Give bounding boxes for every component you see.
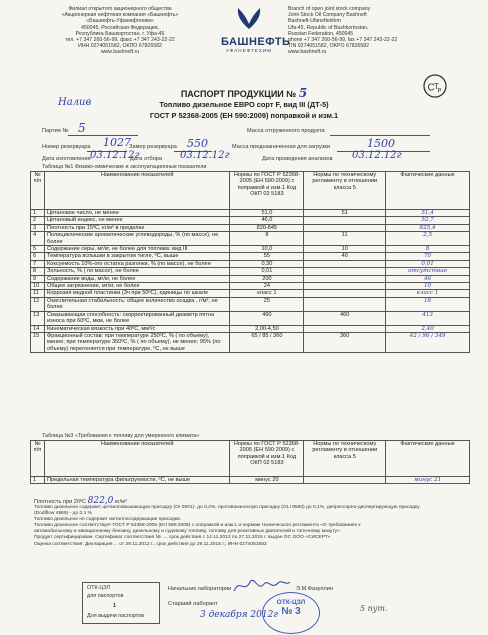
cell: Коксуемость 10%-ого остатка разгонки, % (по массе), не более xyxy=(44,260,229,267)
notes xyxy=(34,505,474,548)
handwritten-note: 5 пут. xyxy=(360,604,388,613)
cell: минус 20 xyxy=(230,477,304,484)
cell: 55 xyxy=(230,253,304,260)
cell: 8 xyxy=(230,232,304,246)
actual-value: 46 xyxy=(386,275,470,282)
header-line: ИНН 0274051582, ОКПО 67826582 xyxy=(78,43,162,50)
cell: 10,0 xyxy=(230,246,304,253)
actual-value: 18 xyxy=(386,297,470,311)
header-line: Bashneft-Ufaneftekhim xyxy=(288,18,341,25)
cell xyxy=(304,297,386,311)
cell: класс 1 xyxy=(230,290,304,297)
header-cell: Фактические данные xyxy=(386,172,470,210)
header-cell: № п/п xyxy=(31,172,45,210)
table-row xyxy=(31,232,470,246)
cell: 460 xyxy=(230,311,304,325)
properties-table xyxy=(30,171,470,353)
brand-name: БАШНЕФТЬ xyxy=(221,36,291,48)
svg-text:Т: Т xyxy=(434,82,439,91)
party-label: Партия № xyxy=(42,128,69,134)
cell: 2 xyxy=(31,217,45,224)
cell: Цетановое число, не менее xyxy=(44,210,229,217)
cell: 820-845 xyxy=(230,224,304,231)
table-row xyxy=(31,224,470,231)
svg-text:С: С xyxy=(427,82,435,94)
cell: 51,0 xyxy=(230,210,304,217)
passport-number: 5 xyxy=(298,86,308,100)
table-row xyxy=(31,325,470,332)
cell xyxy=(304,283,386,290)
header-cell: Наименование показателей xyxy=(44,172,229,210)
cell: 5 xyxy=(31,246,45,253)
handwritten-note: Налив xyxy=(58,97,92,108)
cell: 0,01 xyxy=(230,268,304,275)
cell: 11 xyxy=(304,232,386,246)
header-line: 450045, Российская Федерация, xyxy=(81,24,159,31)
date-analysis-label: Дата проведения анализов xyxy=(262,156,333,162)
cell: Кинематическая вязкость при 40ºС, мм²/с xyxy=(44,325,229,332)
cell: 200 xyxy=(230,275,304,282)
cell: 3 xyxy=(31,224,45,231)
cell: 46,0 xyxy=(230,217,304,224)
date-analysis-value: 03.12.12г xyxy=(352,150,402,161)
date-make-label: Дата изготовления xyxy=(42,156,91,162)
actual-value: класс 1 xyxy=(386,290,470,297)
table-row xyxy=(31,332,470,352)
cell: Содержание воды, мг/кг, не более xyxy=(44,275,229,282)
note-line: Оценка соответствия: Декларация ... от 29.11.2012 г., срок действия до 29.11.2015 г.; ИНН 0274051582 xyxy=(34,541,267,547)
table-row xyxy=(31,246,470,253)
header-line: TIN 0274051582, OKPO 67826582 xyxy=(288,43,370,50)
header-line: Branch of open joint stock company xyxy=(288,6,371,12)
company-address-ru xyxy=(30,6,210,56)
note-line: автомобильному и авиационному бензину, дизельному и судовому топливу, топливу для реактивных двигателей и топочному мазуту» xyxy=(34,529,340,535)
passport-title-text: ПАСПОРТ ПРОДУКЦИИ № xyxy=(180,89,297,99)
table-row xyxy=(31,268,470,275)
tank-label: Номер резервуара xyxy=(42,144,91,150)
cell: 11 xyxy=(31,290,45,297)
note-line: Топливо дизельное содержит цетаноповышающую присадку (OI 0801)- до 0,2%, противоизносную присадку (OLI 9550) до 0,1%, депрессорно-диспергирующую присадку xyxy=(34,505,420,510)
signature-date: 3 декабря 2012г xyxy=(200,610,278,620)
cell: Плотность при 15ºС, кг/м³ в пределах xyxy=(44,224,229,231)
note-line: Продукт сертифицирован. Сертификат соответствия № ..., срок действия с 14.11.2012 по 27.11.2015 г. выдан ОС ООО «СИСЕРТ» xyxy=(34,535,331,541)
header-cell: Наименование показателей xyxy=(44,441,229,477)
actual-value: 8 xyxy=(386,246,470,253)
table-row xyxy=(31,297,470,311)
actual-value: 825,4 xyxy=(386,224,470,231)
tank-value: 1027 xyxy=(103,136,131,149)
climate-table xyxy=(30,440,470,484)
actual-value: 52,7 xyxy=(386,217,470,224)
table-header-row xyxy=(31,172,470,210)
note-line: (Dodiflow 4969) - до 0,1 % xyxy=(34,511,93,517)
header-line: Russian Federation, 450045 xyxy=(288,30,354,37)
cell: 8 xyxy=(31,268,45,275)
stamp-text: для паспортов xyxy=(87,593,124,599)
table-row xyxy=(31,283,470,290)
table-row xyxy=(31,260,470,267)
cell xyxy=(304,268,386,275)
cell: Температура вспышки в закрытом тигле, ºС, выше xyxy=(44,253,229,260)
actual-value: 2,40 xyxy=(386,325,470,332)
cell: 10 xyxy=(31,283,45,290)
stamp-title: ОТК-ЦЗЛ xyxy=(276,599,306,606)
stamp-text: Для выдачи паспортов xyxy=(87,613,144,619)
table2-caption: Таблица №3 «Требования к топливу для умеренного климата» xyxy=(42,433,200,439)
cell: 360 xyxy=(304,332,386,352)
brand-subtitle: УФАНЕФТЕХИМ xyxy=(226,48,272,53)
cell: 4 xyxy=(31,232,45,246)
cell: Зольность, % ( по массе), не более xyxy=(44,268,229,275)
cell: 51 xyxy=(304,210,386,217)
cell: 13 xyxy=(31,311,45,325)
cell: 65 / 85 / 360 xyxy=(230,332,304,352)
header-line: phone +7 347 260-56-99, fax +7 347 243-22-22 xyxy=(288,37,398,44)
cell: 9 xyxy=(31,275,45,282)
cell: 1 xyxy=(31,210,45,217)
actual-value: 70 xyxy=(386,253,470,260)
cell: 0,30 xyxy=(230,260,304,267)
cell xyxy=(304,275,386,282)
table1-caption: Таблица №1 Физико-химические и эксплуатационные показатели xyxy=(42,164,207,170)
table-row xyxy=(31,311,470,325)
table-row xyxy=(31,210,470,217)
header-cell: Нормы по техническому регламенту в отношении класса 5 xyxy=(304,441,386,477)
actual-value: 51,4 xyxy=(386,210,470,217)
cell: Коррозия медной пластинки (3ч при 50ºС), единицы по шкале xyxy=(44,290,229,297)
header-line: тел. +7 347 260-56-99, факс +7 347 243-22-22 xyxy=(65,37,175,44)
sample-value: 550 xyxy=(187,137,208,150)
date-make-value: 03.12.12г xyxy=(90,150,140,161)
logo-emblem-icon xyxy=(235,4,263,30)
mass-label: Масса отгруженного продукта xyxy=(247,128,325,134)
cell xyxy=(304,224,386,231)
mass-party-label: Масса предназначенная для загрузки xyxy=(232,144,330,150)
cell: Полициклические ароматические углеводороды, % (по массе), не более xyxy=(44,232,229,246)
header-cell: Нормы по ГОСТ Р 52368-2005 (ЕН 590:2009) с поправкой и изм.1 Код ОКП 02 5183 xyxy=(230,172,304,210)
bashneft-logo xyxy=(221,4,291,53)
cell: 2,00-4,50 xyxy=(230,325,304,332)
lab-head-name: Э.М.Фазуллин xyxy=(296,586,334,592)
header-line: www.bashneft.ru xyxy=(100,49,140,56)
header-line: www.bashneft.ru xyxy=(288,49,327,56)
table-row xyxy=(31,290,470,297)
density20-unit: кг/м³ xyxy=(114,499,127,505)
cell: 14 xyxy=(31,325,45,332)
mass-party-value: 1500 xyxy=(367,137,395,150)
cell xyxy=(304,290,386,297)
density20-label: Плотность при 20ºС xyxy=(34,499,87,505)
cell: 15 xyxy=(31,332,45,352)
table-row xyxy=(31,217,470,224)
stamp-number: 1 xyxy=(113,603,116,609)
stamp-title: ОТК-ЦЗЛ xyxy=(87,585,111,591)
cell: Окислительная стабильность: общее количество осадка , г/м³, не более xyxy=(44,297,229,311)
actual-value: 0,01 xyxy=(386,260,470,267)
table-header-row xyxy=(31,441,470,477)
header-line: Республика Башкортостан, г. Уфа-45 xyxy=(75,30,165,37)
header-cell: Фактические данные xyxy=(386,441,470,477)
header-line: Филиал открытого акционерного общества xyxy=(68,6,172,12)
table-row xyxy=(31,275,470,282)
table-row xyxy=(31,477,470,484)
note-line: Топливо дизельное соответствует ГОСТ Р 52368-2005 (ЕН 590:2009) с поправкой и изм.1 и нормам технического регламента «О требованиях к xyxy=(34,523,361,529)
lab-head-label: Начальник лаборатории xyxy=(168,586,232,592)
header-line: «Акционерная нефтяная компания «Башнефть» xyxy=(61,12,179,19)
sample-label: Замер резервуара xyxy=(129,144,177,150)
actual-value: 42 / 96 / 349 xyxy=(386,332,470,352)
cell: 12 xyxy=(31,297,45,311)
header-cell: Нормы по ГОСТ Р 52368-2005 (ЕН 590:2009) с поправкой и изм.1 Код ОКП 02 5183 xyxy=(230,441,304,477)
header-line: Ufa-45, Republic of Bashkortostan, xyxy=(288,24,369,31)
company-address-en xyxy=(288,6,468,56)
cell: Цетановый индекс, не менее xyxy=(44,217,229,224)
cell: 24 xyxy=(230,283,304,290)
technician-label: Старший лаборант xyxy=(168,601,218,607)
cell xyxy=(304,325,386,332)
cell: 7 xyxy=(31,260,45,267)
note-line: Топливо дизельное не содержит металлосодержащие присадки. xyxy=(34,517,182,523)
cell: 10 xyxy=(304,246,386,253)
date-sample-value: 03.12.12г xyxy=(180,150,230,161)
cell: 25 xyxy=(230,297,304,311)
actual-value: 10 xyxy=(386,283,470,290)
cell: 1 xyxy=(31,477,45,484)
otk-round-stamp xyxy=(262,592,320,634)
cell xyxy=(304,260,386,267)
date-sample-label: Дата отбора xyxy=(130,156,163,162)
header-cell: № п/п xyxy=(31,441,45,477)
cell: Содержание серы, мг/кг, не более для топлива: вид III xyxy=(44,246,229,253)
cell: Предельная температура фильтруемости, ºС, не выше xyxy=(44,477,229,484)
cell xyxy=(304,477,386,484)
header-line: Joint Stock Oil Company Bashneft xyxy=(288,12,367,19)
product-standard: ГОСТ Р 52368-2005 (ЕН 590:2009) поправкой и изм.1 xyxy=(149,111,339,120)
actual-value: отсутствие xyxy=(386,268,470,275)
cell: Смазывающая способность: скорректированный диаметр пятна износа при 60ºС, мкм, не более xyxy=(44,311,229,325)
header-cell: Нормы по техническому регламенту в отношении класса 5 xyxy=(304,172,386,210)
cell: Общее загрязнение, мг/кг, не более xyxy=(44,283,229,290)
cell: 460 xyxy=(304,311,386,325)
density20-value: 822,0 xyxy=(87,496,114,506)
header-line: «Башнефть-Уфанефтехим» xyxy=(86,18,154,25)
cell: 6 xyxy=(31,253,45,260)
cell: 40 xyxy=(304,253,386,260)
actual-value: минус 21 xyxy=(386,477,470,484)
table-row xyxy=(31,253,470,260)
party-value: 5 xyxy=(78,121,86,135)
otk-rect-stamp xyxy=(82,582,160,624)
cell: Фракционный состав: при температуре 250ºС, % ( по объему), менее; при температуре 350ºС, % ( по объему), не менее; 95% (по объему) перегоняется при температуре, ºС, не выше xyxy=(44,332,229,352)
svg-text:Р: Р xyxy=(437,88,442,95)
product-name: Топливо дизельное ЕВРО сорт F, вид III (ДТ-5) xyxy=(159,100,329,109)
stamp-number: № 3 xyxy=(281,606,301,617)
actual-value: 2,5 xyxy=(386,232,470,246)
actual-value: 413 xyxy=(386,311,470,325)
cell xyxy=(304,217,386,224)
